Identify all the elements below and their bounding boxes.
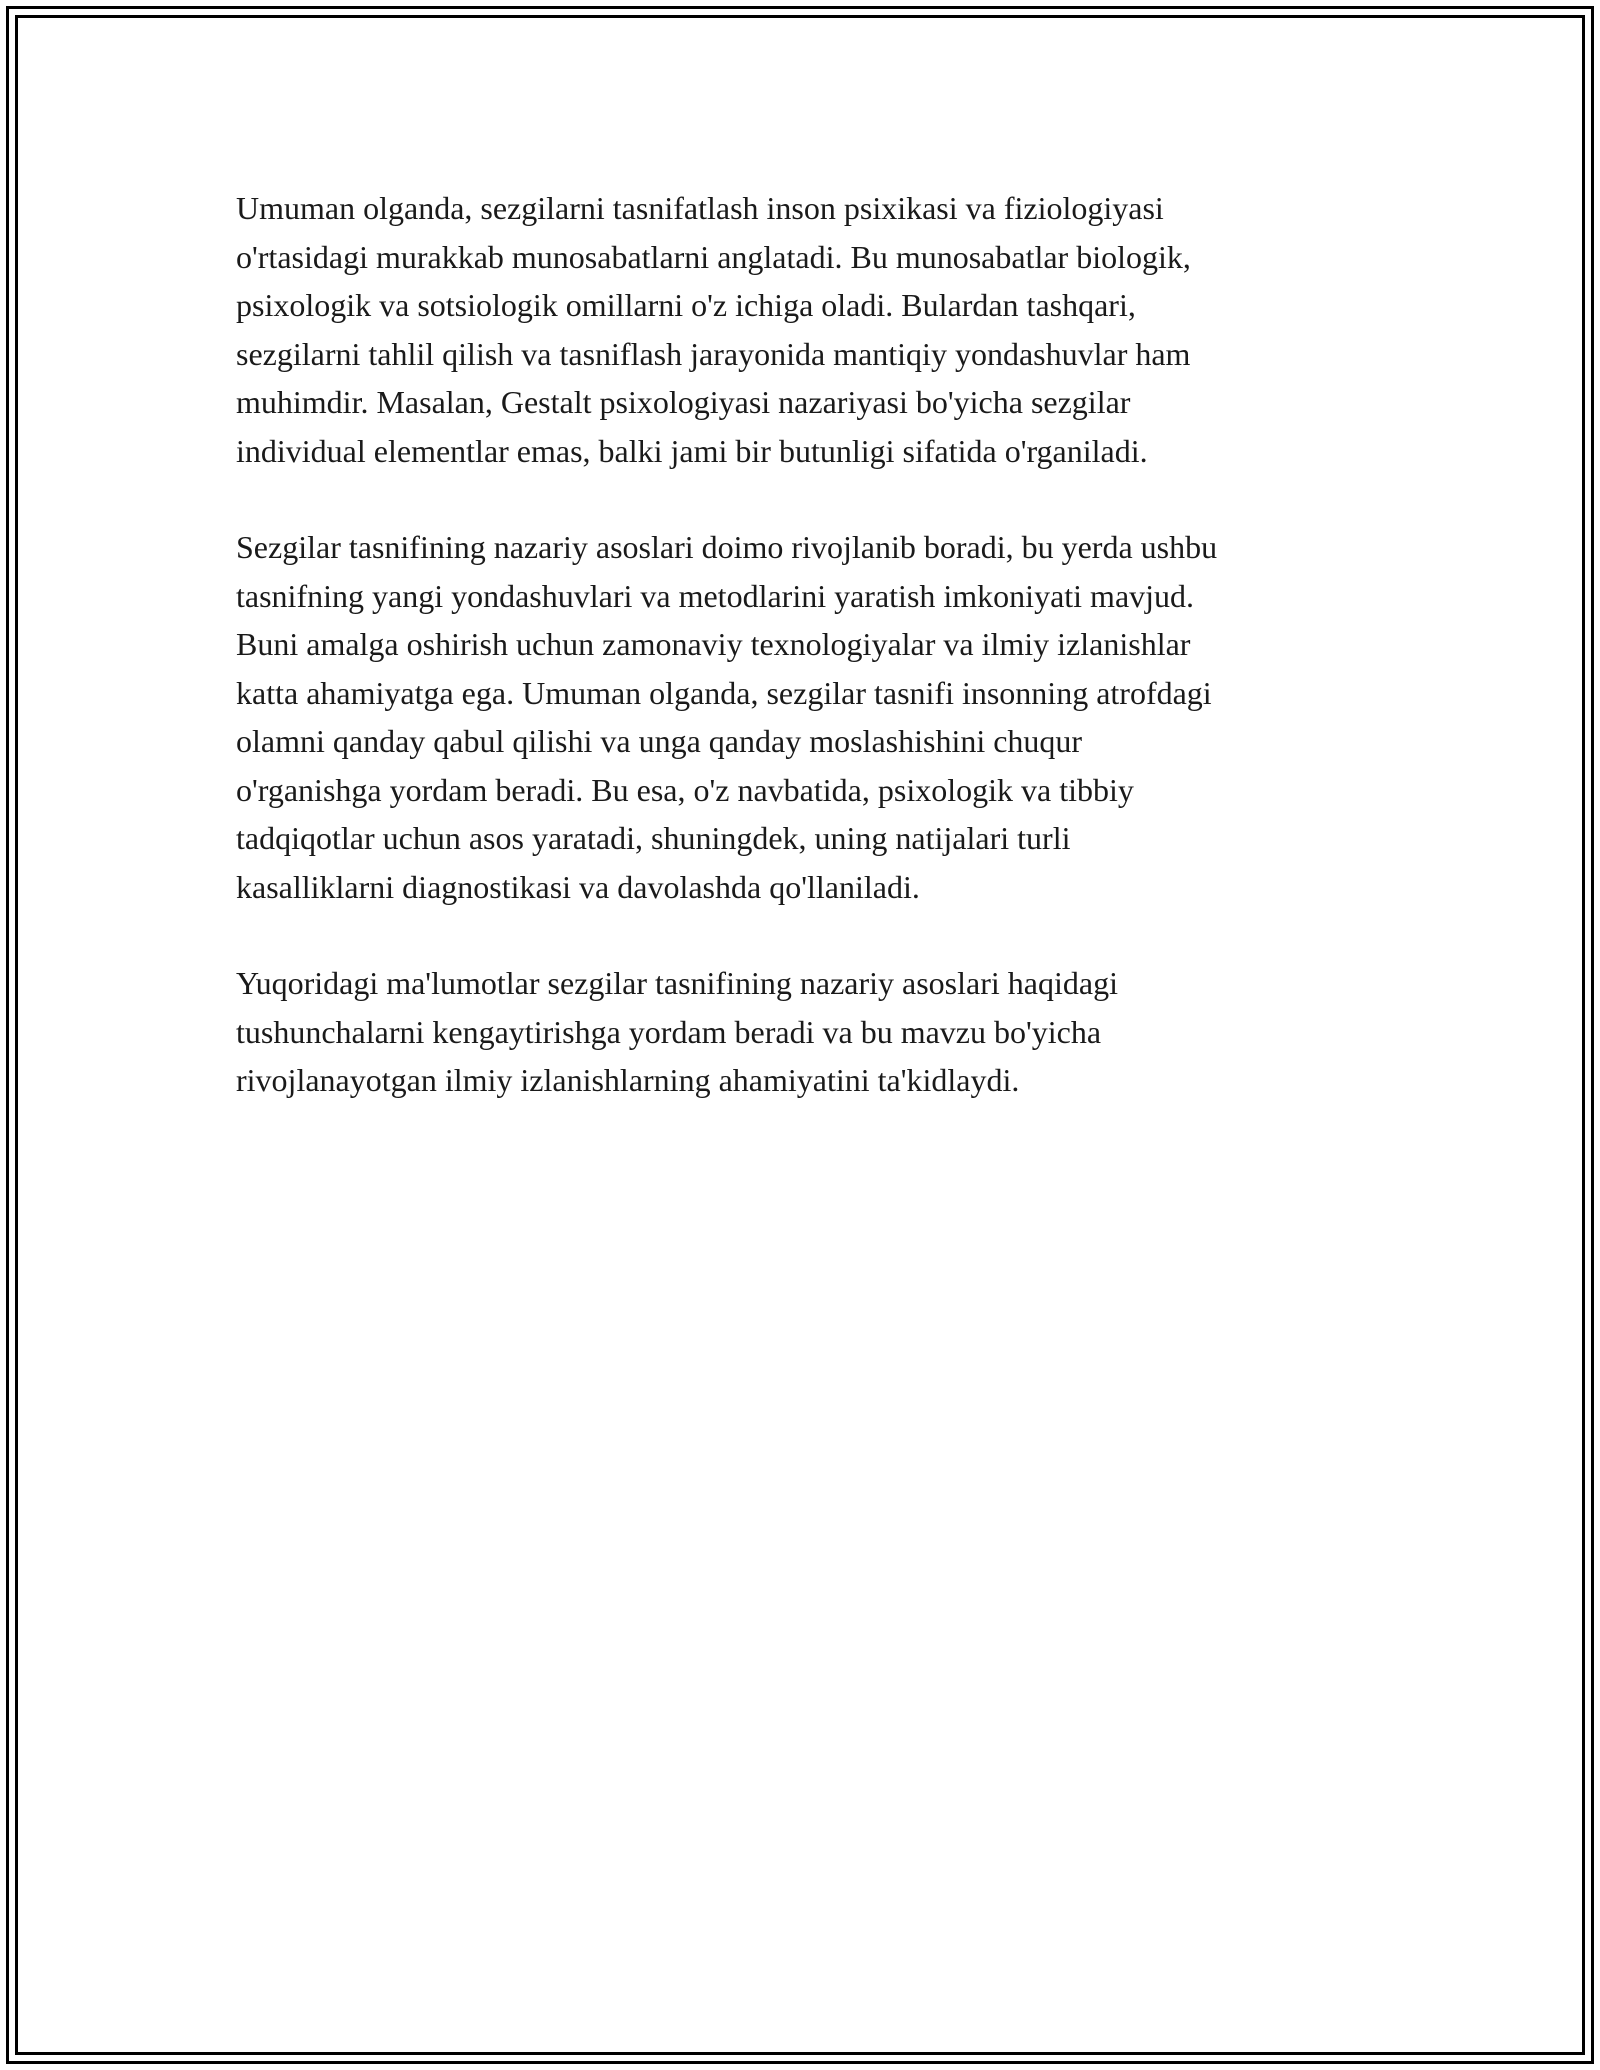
paragraph-3: Yuqoridagi ma'lumotlar sezgilar tasnifining nazariy asoslari haqidagi tushunchalarni kengaytirishga yordam beradi va bu mavzu bo'yicha rivojlanayotgan ilmiy izlanishlarning ahamiyatini ta'kidlaydi.	[236, 965, 1118, 1098]
paragraph-2: Sezgilar tasnifining nazariy asoslari doimo rivojlanib boradi, bu yerda ushbu tasnifning yangi yondashuvlari va metodlarini yaratish imkoniyati mavjud. Buni amalga oshirish uchun zamonaviy texnologiyalar va ilmiy izlanishlar katta ahamiyatga ega. Umuman olganda, sezgilar tasnifi insonning atrofdagi olamni qanday qabul qilishi va unga qanday moslashishini chuqur o'rganishga yordam beradi. Bu esa, o'z navbatida, psixologik va tibbiy tadqiqotlar uchun asos yaratadi, shuningdek, uning natijalari turli kasalliklarni diagnostikasi va davolashda qo'llaniladi.	[236, 529, 1218, 905]
paragraph-1: Umuman olganda, sezgilarni tasnifatlash inson psixikasi va fiziologiyasi o'rtasidagi murakkab munosabatlarni anglatadi. Bu munosabatlar biologik, psixologik va sotsiologik omillarni o'z ichiga oladi. Bulardan tashqari, sezgilarni tahlil qilish va tasniflash jarayonida mantiqiy yondashuvlar ham muhimdir. Masalan, Gestalt psixologiyasi nazariyasi bo'yicha sezgilar individual elementlar emas, balki jami bir butunligi sifatida o'rganiladi.	[236, 190, 1191, 469]
document-body	[236, 184, 1376, 1153]
